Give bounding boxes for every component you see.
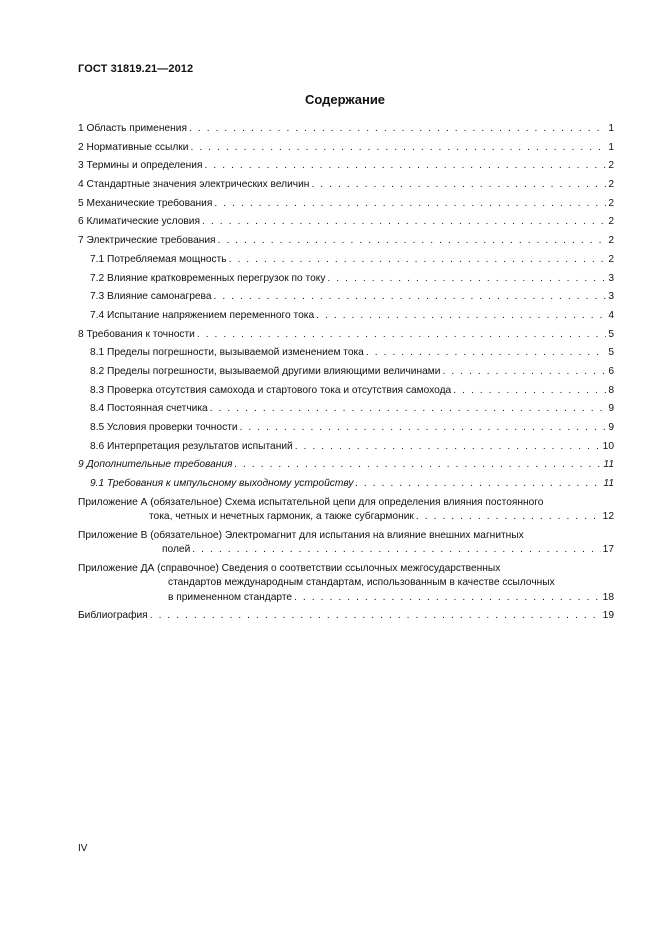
document-header: ГОСТ 31819.21—2012 xyxy=(78,63,194,75)
toc-subentry xyxy=(78,253,614,272)
page-number: IV xyxy=(78,843,88,854)
toc-entry xyxy=(78,122,614,141)
toc-entry-label: 8.5 Условия проверки точности xyxy=(90,422,238,433)
toc-entry-page: 8 xyxy=(608,384,614,396)
toc-entry-page: 11 xyxy=(603,478,614,490)
toc-entry-label: 8.4 Постоянная счетчика xyxy=(90,403,208,415)
annex-a-title-cont: тока, четных и нечетных гармоник, а также субгармоник xyxy=(149,511,414,523)
toc-entry-label: 7.4 Испытание напряжением переменного тока xyxy=(90,309,315,321)
toc-subentry xyxy=(78,290,614,309)
annex-b-page: 17 xyxy=(602,544,614,556)
annex-a-page: 12 xyxy=(602,511,614,523)
annex-b-title-cont: полей xyxy=(162,544,191,556)
bibliography-label: Библиография xyxy=(78,610,148,622)
toc-entry-page: 6 xyxy=(608,365,614,377)
toc-entry xyxy=(78,178,614,197)
annex-da-page: 18 xyxy=(602,591,614,603)
toc-entry-page: 5 xyxy=(608,328,614,340)
annex-b-title: Приложение В (обязательное) Электромагнит для испытания на влияние внешних магнитных xyxy=(78,529,524,541)
toc-entry-page: 3 xyxy=(608,272,614,284)
toc-entry-page: 2 xyxy=(608,160,614,172)
toc-entry-label: 8.2 Пределы погрешности, вызываемой другими влияющими величинами xyxy=(90,365,441,377)
toc-entry-page: 1 xyxy=(608,141,614,153)
toc-annex-a xyxy=(78,496,614,525)
toc-entry-label: 8.6 Интерпретация результатов испытаний xyxy=(90,440,293,452)
toc-entry-page: 3 xyxy=(608,291,614,303)
toc-subentry xyxy=(78,384,614,403)
toc-entry-page: 1 xyxy=(608,123,614,134)
table-of-contents xyxy=(78,122,614,628)
toc-entry-page: 2 xyxy=(608,216,614,228)
toc-entry-page: 9 xyxy=(608,403,614,415)
toc-entry-page: 10 xyxy=(602,440,614,452)
toc-entry-label: 5 Механические требования xyxy=(78,197,213,209)
toc-entry-label: 8.3 Проверка отсутствия самохода и стартового тока и отсутствия самохода xyxy=(90,384,452,396)
toc-subentry xyxy=(78,440,614,459)
bibliography-page: 19 xyxy=(602,610,614,622)
toc-entry xyxy=(78,328,614,347)
toc-annex-b xyxy=(78,529,614,558)
toc-entry-label: 7 Электрические требования xyxy=(78,235,216,247)
annex-da-title-cont: стандартов международным стандартам, использованным в качестве ссылочных xyxy=(168,577,555,589)
toc-entry-label: 9 Дополнительные требования xyxy=(78,459,233,471)
toc-entry-label: 2 Нормативные ссылки xyxy=(78,141,189,153)
toc-entry-label: 4 Стандартные значения электрических величин xyxy=(78,179,310,191)
page-title: Содержание xyxy=(304,92,386,107)
toc-entry-page: 2 xyxy=(608,253,614,265)
toc-entry xyxy=(78,141,614,160)
toc-entry-label: 7.2 Влияние кратковременных перегрузок по току xyxy=(90,272,326,284)
toc-subentry xyxy=(78,346,614,365)
toc-entry xyxy=(78,215,614,234)
toc-entry-label: 6 Климатические условия xyxy=(78,216,200,228)
toc-subentry xyxy=(78,272,614,291)
toc-subentry xyxy=(78,309,614,328)
toc-entry-page: 2 xyxy=(608,179,614,191)
toc-subentry xyxy=(78,477,614,496)
toc-entry-page: 2 xyxy=(608,197,614,209)
toc-annex-da xyxy=(78,562,614,606)
toc-subentry xyxy=(78,402,614,421)
toc-entry-label: 1 Область применения xyxy=(78,123,187,134)
toc-subentry xyxy=(78,421,614,440)
annex-da-title: Приложение ДА (справочное) Сведения о соответствии ссылочных межгосударственных xyxy=(78,562,501,574)
annex-da-title-cont2: в примененном стандарте xyxy=(168,591,293,603)
toc-entry-page: 11 xyxy=(603,459,614,471)
toc-entry-label: 8 Требования к точности xyxy=(78,328,195,340)
toc-bibliography xyxy=(78,609,614,628)
toc-entry-page: 5 xyxy=(608,347,614,359)
toc-entry-label: 9.1 Требования к импульсному выходному устройству xyxy=(90,478,354,490)
toc-subentry xyxy=(78,365,614,384)
toc-entry xyxy=(78,159,614,178)
toc-entry-page: 4 xyxy=(608,309,614,321)
annex-a-title: Приложение А (обязательное) Схема испытательной цепи для определения влияния постоянного xyxy=(78,496,544,508)
toc-entry xyxy=(78,234,614,253)
toc-entry xyxy=(78,458,614,477)
toc-entry-label: 7.3 Влияние самонагрева xyxy=(90,291,212,303)
toc-entry-page: 2 xyxy=(608,235,614,247)
toc-entry xyxy=(78,197,614,216)
toc-entry-label: 7.1 Потребляемая мощность xyxy=(90,253,227,265)
toc-entry-label: 8.1 Пределы погрешности, вызываемой изменением тока xyxy=(90,347,364,359)
toc-entry-page: 9 xyxy=(608,422,614,433)
toc-entry-label: 3 Термины и определения xyxy=(78,160,203,172)
